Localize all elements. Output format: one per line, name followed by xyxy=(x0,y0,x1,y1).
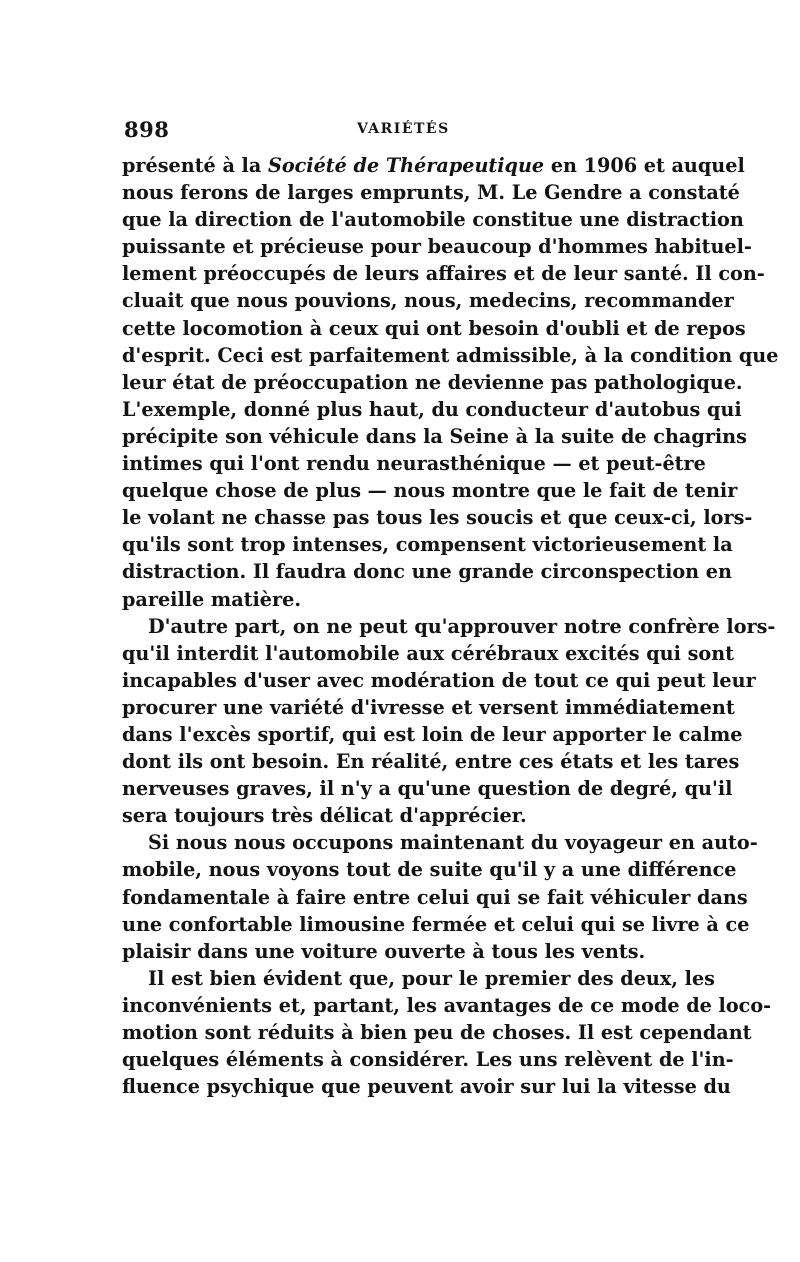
italic-title: Société de Thérapeutique xyxy=(267,154,545,177)
text-line: L'exemple, donné plus haut, du conducteur d'autobus qui xyxy=(122,397,742,421)
paragraph xyxy=(122,829,758,964)
text-line: que la direction de l'automobile constitue une distraction xyxy=(122,208,744,232)
text-line: dans l'excès sportif, qui est loin de leur apporter le calme xyxy=(122,722,743,746)
text-line: leur état de préoccupation ne devienne pas pathologique. xyxy=(122,370,743,394)
text-line: motion sont réduits à bien peu de choses. Il est cependant xyxy=(122,1021,752,1044)
text-line: qu'il interdit l'automobile aux cérébraux excités qui sont xyxy=(122,641,735,665)
text-line: incapables d'user avec modération de tout ce qui peut leur xyxy=(122,668,756,692)
text-line: distraction. Il faudra donc une grande circonspection en xyxy=(122,560,732,584)
text-line: précipite son véhicule dans la Seine à la suite de chagrins xyxy=(122,424,747,448)
paragraph xyxy=(122,965,772,1100)
body-text xyxy=(122,152,779,1100)
text-line: dont ils ont besoin. En réalité, entre ces états et les tares xyxy=(122,750,740,774)
text-line: puissante et précieuse pour beaucoup d'hommes habituel- xyxy=(122,235,752,259)
text-line: lement préoccupés de leurs affaires et de leur santé. Il con- xyxy=(122,262,765,286)
text-line: nous ferons de larges emprunts, M. Le Gendre a constaté xyxy=(122,181,740,205)
text-line: pareille matière. xyxy=(122,587,302,611)
text-line: Si nous nous occupons maintenant du voyageur en auto- xyxy=(148,831,758,855)
text-line: intimes qui l'ont rendu neurasthénique — et peut-être xyxy=(122,452,706,476)
page-header xyxy=(124,117,674,147)
text-line: quelques éléments à considérer. Les uns relèvent de l'in- xyxy=(122,1048,734,1072)
text-line: nerveuses graves, il n'y a qu'une question de degré, qu'il xyxy=(122,777,733,801)
text-line: mobile, nous voyons tout de suite qu'il y a une différence xyxy=(122,858,737,882)
text-line: cluait que nous pouvions, nous, medecins, recommander xyxy=(122,289,734,313)
running-head: VARIÉTÉS xyxy=(357,121,450,137)
page-number: 898 xyxy=(124,117,170,142)
text-line: une confortable limousine fermée et celui qui se livre à ce xyxy=(122,912,750,936)
paragraph xyxy=(122,613,776,830)
text-line: le volant ne chasse pas tous les soucis et que ceux-ci, lors- xyxy=(122,506,753,530)
text-line: D'autre part, on ne peut qu'approuver notre confrère lors- xyxy=(148,614,776,638)
text-line: Il est bien évident que, pour le premier des deux, les xyxy=(148,966,715,990)
text-line: plaisir dans une voiture ouverte à tous les vents. xyxy=(122,939,646,963)
text-line: d'esprit. Ceci est parfaitement admissible, à la condition que xyxy=(122,343,779,367)
text-line: fluence psychique que peuvent avoir sur lui la vitesse du xyxy=(122,1075,731,1099)
text-line: qu'ils sont trop intenses, compensent victorieusement la xyxy=(122,533,733,557)
text-line: présenté à la Société de Thérapeutique en 1906 et auquel xyxy=(122,154,745,177)
text-line: quelque chose de plus — nous montre que le fait de tenir xyxy=(122,479,738,503)
text-line: sera toujours très délicat d'apprécier. xyxy=(122,804,527,828)
text-line: fondamentale à faire entre celui qui se fait véhiculer dans xyxy=(122,885,748,909)
text-line: inconvénients et, partant, les avantages de ce mode de loco- xyxy=(122,993,772,1017)
paragraph xyxy=(122,152,779,613)
text-line: cette locomotion à ceux qui ont besoin d'oubli et de repos xyxy=(122,316,746,340)
text-line: procurer une variété d'ivresse et versent immédiatement xyxy=(122,695,735,719)
